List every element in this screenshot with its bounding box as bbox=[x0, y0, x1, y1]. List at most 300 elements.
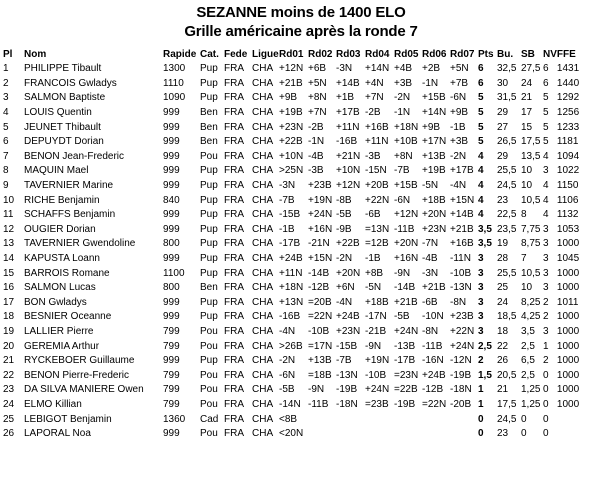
cell-fede: FRA bbox=[224, 165, 244, 177]
cell-ligue: CHA bbox=[252, 107, 274, 119]
cell-rd: +18N bbox=[279, 282, 304, 294]
cell-name: BESNIER Oceanne bbox=[24, 311, 112, 323]
cell-bu: 17,5 bbox=[497, 398, 517, 410]
cell-pl: 21 bbox=[3, 355, 15, 367]
cell-rapide: 999 bbox=[163, 180, 180, 192]
cell-rd: =18B bbox=[308, 369, 332, 381]
cell-rd: -10N bbox=[422, 311, 444, 323]
cell-rd: -2N bbox=[394, 92, 411, 104]
column-header-bu: Bu. bbox=[497, 48, 514, 60]
column-header-pl: Pl bbox=[3, 48, 13, 60]
cell-cat: Pup bbox=[200, 238, 218, 250]
cell-sb: 8,25 bbox=[521, 296, 541, 308]
cell-rd: -8N bbox=[422, 325, 439, 337]
cell-pts: 2,5 bbox=[478, 340, 492, 352]
cell-fede: FRA bbox=[224, 282, 244, 294]
cell-cat: Pup bbox=[200, 296, 218, 308]
cell-ligue: CHA bbox=[252, 77, 274, 89]
cell-sb: 10,5 bbox=[521, 194, 541, 206]
cell-bu: 22 bbox=[497, 340, 509, 352]
cell-bu: 29 bbox=[497, 107, 509, 119]
cell-rd: +10N bbox=[279, 150, 304, 162]
cell-ffe: 1181 bbox=[556, 136, 579, 148]
column-header-rd-2: Rd02 bbox=[308, 48, 333, 60]
cell-rd: +11N bbox=[365, 136, 389, 148]
cell-pl: 26 bbox=[3, 428, 15, 440]
cell-bu: 24,5 bbox=[497, 413, 517, 425]
cell-pts: 5 bbox=[478, 121, 484, 133]
cell-fede: FRA bbox=[224, 296, 244, 308]
cell-rd: +9B bbox=[422, 121, 441, 133]
cell-rd: +24N bbox=[365, 384, 390, 396]
cell-rd: -9N bbox=[308, 384, 325, 396]
cell-ffe: 1440 bbox=[556, 77, 580, 89]
cell-fede: FRA bbox=[224, 428, 244, 440]
cell-bu: 24,5 bbox=[497, 180, 517, 192]
cell-rd: +16B bbox=[365, 121, 389, 133]
cell-name: BON Gwladys bbox=[24, 296, 87, 308]
cell-rapide: 1300 bbox=[163, 63, 186, 75]
cell-ligue: CHA bbox=[252, 340, 274, 352]
cell-fede: FRA bbox=[224, 267, 244, 279]
cell-rd: -2N bbox=[336, 253, 353, 265]
cell-pl: 22 bbox=[3, 369, 15, 381]
cell-pts: 0 bbox=[478, 413, 484, 425]
cell-pl: 16 bbox=[3, 282, 15, 294]
cell-rd: +15N bbox=[450, 194, 475, 206]
column-header-fede: Fede bbox=[224, 48, 248, 60]
cell-cat: Pup bbox=[200, 180, 218, 192]
cell-nv: 1 bbox=[543, 340, 549, 352]
cell-rd: -13B bbox=[394, 340, 416, 352]
cell-nv: 0 bbox=[543, 369, 549, 381]
cell-nv: 3 bbox=[543, 165, 549, 177]
cell-fede: FRA bbox=[224, 77, 244, 89]
cell-ffe: 1132 bbox=[556, 209, 579, 221]
cell-rd: +24B bbox=[336, 311, 360, 323]
cell-rd: +18N bbox=[394, 121, 419, 133]
cell-rd: +13N bbox=[279, 296, 304, 308]
column-header-rd-3: Rd03 bbox=[336, 48, 361, 60]
cell-nv: 6 bbox=[543, 77, 549, 89]
cell-cat: Pup bbox=[200, 209, 218, 221]
cell-bu: 18,5 bbox=[497, 311, 517, 323]
cell-rd: -17N bbox=[365, 311, 387, 323]
cell-sb: 8,75 bbox=[521, 238, 541, 250]
cell-pl: 14 bbox=[3, 253, 15, 265]
cell-rd: +15B bbox=[422, 92, 446, 104]
cell-pts: 3 bbox=[478, 296, 484, 308]
cell-pts: 1,5 bbox=[478, 369, 492, 381]
column-header-rd-6: Rd06 bbox=[422, 48, 447, 60]
cell-pl: 25 bbox=[3, 413, 15, 425]
cell-rd: +8N bbox=[308, 92, 327, 104]
cell-pts: 3 bbox=[478, 311, 484, 323]
cell-rd: +23B bbox=[450, 311, 474, 323]
cell-rd: -16B bbox=[279, 311, 301, 323]
table-row bbox=[3, 325, 583, 340]
cell-cat: Pou bbox=[200, 398, 218, 410]
cell-rd: +19N bbox=[365, 355, 390, 367]
cell-fede: FRA bbox=[224, 253, 244, 265]
cell-ffe: 1256 bbox=[556, 107, 580, 119]
cell-rapide: 999 bbox=[163, 253, 180, 265]
cell-rd: -18N bbox=[336, 398, 358, 410]
cell-name: SALMON Baptiste bbox=[24, 92, 106, 104]
cell-rapide: 999 bbox=[163, 136, 180, 148]
cell-rd: -2N bbox=[450, 150, 467, 162]
cell-ligue: CHA bbox=[252, 223, 274, 235]
cell-rd: -5B bbox=[279, 384, 295, 396]
table-row bbox=[3, 383, 583, 398]
cell-rd: +22B bbox=[336, 238, 360, 250]
cell-ligue: CHA bbox=[252, 355, 274, 367]
cell-rd: +15N bbox=[308, 253, 333, 265]
header-row bbox=[3, 47, 583, 62]
cell-rd: -1B bbox=[279, 223, 295, 235]
cell-rd: +8N bbox=[394, 150, 413, 162]
cell-bu: 23 bbox=[497, 428, 509, 440]
cell-rd: -11B bbox=[394, 223, 415, 235]
cell-sb: 4,25 bbox=[521, 311, 541, 323]
table-row bbox=[3, 135, 583, 150]
cell-rapide: 999 bbox=[163, 165, 180, 177]
cell-rd: +20N bbox=[394, 238, 419, 250]
table-row bbox=[3, 208, 583, 223]
cell-sb: 7,75 bbox=[521, 223, 541, 235]
cell-rd bbox=[450, 412, 478, 427]
cell-name: JEUNET Thibault bbox=[24, 121, 101, 133]
cell-cat: Pup bbox=[200, 63, 218, 75]
cell-pts: 5 bbox=[478, 136, 484, 148]
cell-rd: +21B bbox=[450, 223, 474, 235]
cell-nv: 0 bbox=[543, 428, 549, 440]
cell-nv: 5 bbox=[543, 136, 549, 148]
cell-fede: FRA bbox=[224, 355, 244, 367]
cell-ligue: CHA bbox=[252, 311, 274, 323]
table-row bbox=[3, 223, 583, 238]
cell-rd: +21N bbox=[336, 150, 361, 162]
cell-rapide: 1360 bbox=[163, 413, 186, 425]
cell-sb: 3,5 bbox=[521, 325, 535, 337]
cell-rd: +22B bbox=[279, 136, 303, 148]
cell-rapide: 800 bbox=[163, 282, 180, 294]
cell-ffe: 1000 bbox=[556, 325, 580, 337]
cell-rd bbox=[336, 412, 365, 427]
cell-rd: =23B bbox=[365, 398, 389, 410]
cell-rd: +14N bbox=[422, 107, 447, 119]
cell-nv: 3 bbox=[543, 282, 549, 294]
cell-rd: +24B bbox=[422, 369, 446, 381]
cell-bu: 22,5 bbox=[497, 209, 517, 221]
cell-nv: 5 bbox=[543, 107, 549, 119]
cell-cat: Pou bbox=[200, 340, 218, 352]
cell-pl: 15 bbox=[3, 267, 15, 279]
column-header-ffe: FFE bbox=[556, 48, 576, 60]
table-row bbox=[3, 150, 583, 165]
cell-rapide: 999 bbox=[163, 121, 180, 133]
table-row bbox=[3, 120, 583, 135]
cell-nv: 3 bbox=[543, 267, 549, 279]
cell-bu: 25,5 bbox=[497, 267, 517, 279]
cell-bu: 28 bbox=[497, 253, 509, 265]
cell-pl: 9 bbox=[3, 180, 9, 192]
cell-sb: 10 bbox=[521, 180, 533, 192]
cell-rd: +22N bbox=[450, 325, 475, 337]
cell-rd: -10B bbox=[450, 267, 472, 279]
cell-sb: 21 bbox=[521, 92, 533, 104]
column-header-name: Nom bbox=[24, 48, 47, 60]
cell-pts: 3,5 bbox=[478, 223, 492, 235]
cell-nv: 4 bbox=[543, 150, 549, 162]
cell-rd: -15B bbox=[279, 209, 301, 221]
cell-rd bbox=[365, 412, 394, 427]
cell-rd: -11B bbox=[422, 340, 443, 352]
cell-name: DA SILVA MANIERE Owen bbox=[24, 384, 144, 396]
cell-rd: +10N bbox=[336, 165, 361, 177]
cell-rd: -2B bbox=[365, 107, 381, 119]
cell-name: DEPUYDT Dorian bbox=[24, 136, 104, 148]
cell-cat: Ben bbox=[200, 121, 218, 133]
cell-rd: =12B bbox=[365, 238, 389, 250]
cell-rd: +18B bbox=[365, 296, 389, 308]
cell-name: SALMON Lucas bbox=[24, 282, 96, 294]
table-row bbox=[3, 354, 583, 369]
cell-rd: >25N bbox=[279, 165, 304, 177]
cell-cat: Ben bbox=[200, 282, 218, 294]
cell-rd: +4B bbox=[394, 63, 413, 75]
cell-ffe: 1233 bbox=[556, 121, 580, 133]
table-row bbox=[3, 266, 583, 281]
cell-rapide: 999 bbox=[163, 209, 180, 221]
cell-sb: 6,5 bbox=[521, 355, 535, 367]
cell-rd: -5B bbox=[336, 209, 352, 221]
cell-pts: 4 bbox=[478, 209, 484, 221]
cell-nv: 0 bbox=[543, 398, 549, 410]
cell-rd: -19B bbox=[394, 398, 416, 410]
cell-rapide: 1100 bbox=[163, 267, 185, 279]
cell-name: MAQUIN Mael bbox=[24, 165, 89, 177]
cell-rd: -6N bbox=[450, 92, 467, 104]
cell-rd: +9B bbox=[279, 92, 298, 104]
cell-cat: Pou bbox=[200, 428, 218, 440]
cell-rd: +23N bbox=[279, 121, 304, 133]
cell-ligue: CHA bbox=[252, 63, 274, 75]
cell-nv: 4 bbox=[543, 209, 549, 221]
cell-bu: 25,5 bbox=[497, 165, 517, 177]
cell-rd: +15B bbox=[394, 180, 418, 192]
cell-rd: +7B bbox=[450, 77, 469, 89]
cell-rapide: 800 bbox=[163, 238, 180, 250]
cell-ffe: 1431 bbox=[556, 63, 580, 75]
cell-rd: =20B bbox=[308, 296, 332, 308]
cell-rd: +11N bbox=[279, 267, 303, 279]
cell-rd: +24N bbox=[394, 325, 419, 337]
cell-bu: 20,5 bbox=[497, 369, 517, 381]
cell-fede: FRA bbox=[224, 325, 244, 337]
cell-rd: -2B bbox=[308, 121, 324, 133]
cell-nv: 5 bbox=[543, 92, 549, 104]
cell-cat: Pou bbox=[200, 325, 218, 337]
cell-sb: 2,5 bbox=[521, 340, 535, 352]
cell-fede: FRA bbox=[224, 150, 244, 162]
cell-rd: +19B bbox=[422, 165, 446, 177]
cell-rd: +13B bbox=[422, 150, 446, 162]
cell-rd: -2N bbox=[279, 355, 296, 367]
cell-ffe: 1000 bbox=[556, 238, 580, 250]
cell-pts: 4 bbox=[478, 180, 484, 192]
cell-rd: -15N bbox=[365, 165, 387, 177]
cell-bu: 23,5 bbox=[497, 223, 517, 235]
cell-rapide: 999 bbox=[163, 296, 180, 308]
cell-rd: -12N bbox=[450, 355, 472, 367]
cell-rd: +13B bbox=[308, 355, 332, 367]
cell-sb: 7 bbox=[521, 253, 527, 265]
cell-name: TAVERNIER Gwendoline bbox=[24, 238, 136, 250]
cell-rd: -17B bbox=[394, 355, 416, 367]
cell-ffe: 1094 bbox=[556, 150, 580, 162]
table-row bbox=[3, 77, 583, 92]
cell-cat: Pup bbox=[200, 165, 218, 177]
cell-rd: +17N bbox=[422, 136, 447, 148]
cell-pl: 7 bbox=[3, 150, 9, 162]
cell-ffe: 1045 bbox=[556, 253, 580, 265]
cell-ffe: 1011 bbox=[556, 296, 579, 308]
cell-rd: +19N bbox=[308, 194, 333, 206]
cell-pts: 2 bbox=[478, 355, 484, 367]
cell-bu: 30 bbox=[497, 77, 509, 89]
cell-ligue: CHA bbox=[252, 136, 274, 148]
cell-sb: 24 bbox=[521, 77, 533, 89]
cell-name: RYCKEBOER Guillaume bbox=[24, 355, 135, 367]
cell-rd: -21B bbox=[365, 325, 387, 337]
cell-fede: FRA bbox=[224, 121, 244, 133]
column-header-rd-1: Rd01 bbox=[279, 48, 304, 60]
cell-rd: -7B bbox=[336, 355, 352, 367]
cell-pts: 0 bbox=[478, 428, 484, 440]
cell-rd: +10B bbox=[394, 136, 418, 148]
cell-sb: 8 bbox=[521, 209, 527, 221]
cell-pl: 17 bbox=[3, 296, 15, 308]
cell-rd: -13N bbox=[450, 282, 472, 294]
cell-ligue: CHA bbox=[252, 209, 274, 221]
cell-rd: -13N bbox=[336, 369, 358, 381]
cell-fede: FRA bbox=[224, 413, 244, 425]
cell-rd bbox=[365, 427, 394, 442]
cell-name: GEREMIA Arthur bbox=[24, 340, 100, 352]
cell-pts: 3,5 bbox=[478, 238, 492, 250]
cell-rd bbox=[422, 412, 450, 427]
table-row bbox=[3, 106, 583, 121]
cell-rd: +23N bbox=[336, 325, 361, 337]
cell-bu: 24 bbox=[497, 296, 509, 308]
cell-rd: +16B bbox=[450, 238, 474, 250]
cell-name: FRANCOIS Gwladys bbox=[24, 77, 117, 89]
cell-rd: =23N bbox=[394, 369, 419, 381]
cell-rd: +7N bbox=[365, 92, 384, 104]
table-row bbox=[3, 398, 583, 413]
cell-rd bbox=[450, 427, 478, 442]
cell-ligue: CHA bbox=[252, 253, 274, 265]
cell-rd: +14N bbox=[365, 63, 390, 75]
cell-rd: -19B bbox=[336, 384, 358, 396]
cell-nv: 2 bbox=[543, 296, 549, 308]
cell-rd: +14B bbox=[450, 209, 474, 221]
cell-ligue: CHA bbox=[252, 282, 274, 294]
cell-nv: 4 bbox=[543, 194, 549, 206]
cell-fede: FRA bbox=[224, 194, 244, 206]
cell-rd: -1N bbox=[394, 107, 411, 119]
cell-rd: +8B bbox=[365, 267, 384, 279]
cell-name: BARROIS Romane bbox=[24, 267, 110, 279]
cell-sb: 17,5 bbox=[521, 136, 541, 148]
cell-rd: -10B bbox=[308, 325, 330, 337]
standings-table bbox=[3, 47, 583, 441]
cell-rd: -3B bbox=[365, 150, 381, 162]
cell-rd: -4N bbox=[279, 325, 296, 337]
cell-nv: 3 bbox=[543, 223, 549, 235]
cell-bu: 26 bbox=[497, 355, 509, 367]
cell-sb: 2,5 bbox=[521, 369, 535, 381]
cell-rd: +23N bbox=[422, 223, 447, 235]
cell-sb: 10,5 bbox=[521, 267, 541, 279]
cell-bu: 32,5 bbox=[497, 63, 517, 75]
cell-rd: <20N bbox=[279, 428, 304, 440]
cell-pl: 1 bbox=[3, 63, 9, 75]
cell-ffe bbox=[557, 427, 583, 442]
cell-pl: 19 bbox=[3, 325, 15, 337]
cell-bu: 27 bbox=[497, 121, 509, 133]
cell-bu: 19 bbox=[497, 238, 509, 250]
column-header-pts: Pts bbox=[478, 48, 494, 60]
cell-rd: =22B bbox=[394, 384, 418, 396]
table-row bbox=[3, 164, 583, 179]
cell-bu: 26,5 bbox=[497, 136, 517, 148]
cell-rd: -4B bbox=[308, 150, 324, 162]
cell-rd: -16B bbox=[336, 136, 358, 148]
cell-rd: +12N bbox=[394, 209, 419, 221]
cell-rd: -7N bbox=[422, 238, 439, 250]
cell-rd: +14B bbox=[336, 77, 360, 89]
cell-ligue: CHA bbox=[252, 413, 274, 425]
cell-pts: 3 bbox=[478, 325, 484, 337]
cell-pts: 1 bbox=[478, 398, 484, 410]
cell-cat: Cad bbox=[200, 413, 219, 425]
cell-ligue: CHA bbox=[252, 150, 274, 162]
table-row bbox=[3, 62, 583, 77]
cell-sb: 0 bbox=[521, 413, 527, 425]
table-row bbox=[3, 252, 583, 267]
cell-rapide: 999 bbox=[163, 107, 180, 119]
cell-sb: 1,25 bbox=[521, 384, 541, 396]
cell-bu: 25 bbox=[497, 282, 509, 294]
cell-sb: 13,5 bbox=[521, 150, 541, 162]
cell-pl: 24 bbox=[3, 398, 15, 410]
cell-cat: Pup bbox=[200, 92, 218, 104]
cell-rd: =22N bbox=[308, 311, 333, 323]
cell-pl: 5 bbox=[3, 121, 9, 133]
cell-fede: FRA bbox=[224, 238, 244, 250]
cell-rd: -12B bbox=[308, 282, 330, 294]
cell-nv: 3 bbox=[543, 325, 549, 337]
cell-rd: -19B bbox=[450, 369, 472, 381]
cell-name: LAPORAL Noa bbox=[24, 428, 91, 440]
cell-pts: 5 bbox=[478, 107, 484, 119]
cell-rapide: 799 bbox=[163, 325, 180, 337]
cell-pts: 4 bbox=[478, 194, 484, 206]
cell-fede: FRA bbox=[224, 311, 244, 323]
cell-pl: 2 bbox=[3, 77, 9, 89]
